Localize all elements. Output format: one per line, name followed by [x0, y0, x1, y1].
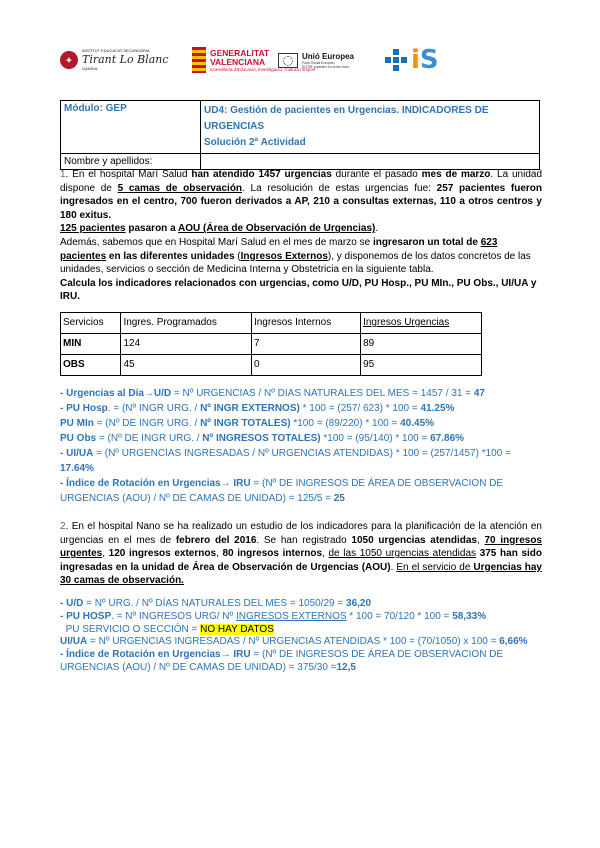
unit-title-cell — [201, 101, 540, 154]
table-cell: 0 — [251, 354, 360, 375]
table-cell: 95 — [361, 354, 482, 375]
logo-3-line1: Unió Europea — [302, 51, 355, 61]
logo-2-line2: VALENCIANA — [210, 56, 266, 67]
activity-title: Solución 2ª Actividad — [204, 137, 306, 148]
logo-1-small: INSTITUT EDUCACIÓ SECUNDÀRIA — [82, 48, 150, 53]
table-header-cell: Ingresos Internos — [251, 312, 360, 333]
exercise-1-question: Calcula los indicadores relacionados con urgencias, como U/D, PU Hosp., PU MIn., PU Obs., UI/UA y IRU. — [60, 277, 537, 303]
logo-tirant-lo-blanc — [60, 40, 169, 80]
table-row — [61, 354, 482, 375]
exercise-2-statement: 2. En el hospital Nano se ha realizado un estudio de los indicadores para la planificación de la atención en urgencias en el mes de febrero del 2016. Se han registrado 1050 urgencias atendidas, 70 ingresos urgentes, 120 ingresos externos, 80 ingresos internos, de las 1050 urgencias atendidas 375 han sido ingresadas en la unidad de Área de Observación de Urgencias (AOU). En el servicio de Urgencias hay 30 camas de observación. — [60, 520, 543, 587]
solution-1-iru: - Índice de Rotación en Urgencias→ IRU = (Nº DE INGRESOS DE ÁREA DE OBSERVACION DE URGENCIAS (AOU) / Nº DE CAMAS DE UNIDAD) = 125/5 = 25 — [60, 477, 504, 504]
exercise-2-number: 2 — [60, 520, 66, 532]
arrow-icon: → — [220, 649, 231, 661]
exercise-1-number: 1 — [60, 169, 66, 180]
solution-2-ud: - U/D = Nº URG. / Nº DÍAS NATURALES DEL MES = 1050/29 = 36,20 — [60, 597, 372, 609]
table-cell: OBS — [61, 354, 121, 375]
logo-2-line1: GENERALITAT — [210, 47, 270, 58]
name-label-cell: Nombre y apellidos: — [61, 154, 201, 170]
logo-1-brand: Tirant Lo Blanc — [82, 53, 169, 66]
senyera-icon — [192, 47, 206, 73]
solution-2-pu-service: PU SERVICIO O SECCIÓN = NO HAY DATOS — [65, 623, 274, 635]
exercise-1-statement: 1. En el hospital Marí Salud han atendido 1457 urgencias durante el pasado mes de marzo. La unidad dispone de 5 camas de observación. La resolución de estas urgencias fue: 257 pacientes fueron ingresados en el centro, 700 fueron derivados a AP, 210 a consultas externas, 110 a otros centros y 180 exitus. — [60, 169, 543, 221]
table-header-row — [61, 312, 482, 333]
logo-union-europea — [278, 40, 354, 80]
unit-title: UD4: Gestión de pacientes en Urgencias. INDICADORES DE URGENCIAS — [204, 105, 489, 132]
table-header-cell: Ingresos Urgencias — [361, 312, 482, 333]
health-cross-icon — [385, 49, 407, 71]
arrow-icon: → — [143, 387, 154, 399]
school-seal-icon: ✦ — [60, 51, 78, 69]
header-table — [60, 100, 540, 170]
solution-1 — [60, 386, 542, 506]
logo-3-line2: Fons Social Europeu — [302, 60, 335, 65]
table-cell: 124 — [121, 333, 252, 354]
logo-3-line3: El FSE inverteix en el teu futur — [302, 64, 350, 69]
solution-2-ui-ua: UI/UA = Nº URGENCIAS INGRESADAS / Nº URGENCIAS ATENDIDAS * 100 = (70/1050) x 100 = 6,66% — [60, 636, 528, 648]
table-cell: 7 — [251, 333, 360, 354]
document-body — [60, 168, 542, 675]
logo-2-line3: Conselleria d'Educació, Investigació, Cultura i Esport — [210, 66, 316, 72]
eu-flag-icon — [278, 53, 298, 68]
table-cell: MIN — [61, 333, 121, 354]
services-table — [60, 312, 482, 376]
solution-2 — [60, 598, 542, 675]
table-header-cell: Ingres. Programados — [121, 312, 252, 333]
no-data-highlight: NO HAY DATOS — [200, 623, 274, 635]
table-row — [61, 333, 482, 354]
table-cell: 45 — [121, 354, 252, 375]
logo-health — [385, 40, 439, 80]
solution-1-ud: - Urgencias al Día→U/D = Nº URGENCIAS / Nº DIAS NATURALES DEL MES = 1457 / 31 = 47 — [60, 387, 485, 399]
exercise-1-admissions: Además, sabemos que en Hospital Marí Salud en el mes de marzo se ingresaron un total de 623 pacientes en las diferentes unidades (Ingresos Externos), y disponemos de los datos concretos de las unidades, servicios o sección de Medicina Interna y Obstetricia en la siguiente tabla. — [60, 236, 531, 276]
logo-row — [60, 40, 540, 80]
solution-2-pu-hosp: - PU HOSP. = Nº INGRESOS URG/ Nº INGRESOS EXTERNOS * 100 = 70/120 * 100 = 58,33% — [60, 610, 487, 622]
solution-1-pu-min: PU MIn = (Nº DE INGR URG. / Nº INGR TOTALES) *100 = (89/220) * 100 = 40.45% — [60, 417, 435, 429]
arrow-icon: → — [220, 477, 231, 489]
solution-1-ui-ua: - UI/UA = (Nº URGENCIAS INGRESADAS / Nº URGENCIAS ATENDIDAS) * 100 = (257/1457) *100 = 17.64% — [60, 447, 511, 474]
table-cell: 89 — [361, 333, 482, 354]
logo-4-mark: iS — [411, 45, 439, 75]
solution-2-iru: - Índice de Rotación en Urgencias→ IRU = (Nº DE INGRESOS DE ÁREA DE OBSERVACION DE URGENCIAS (AOU) / Nº DE CAMAS DE UNIDAD) = 375/30 =12,5 — [60, 649, 504, 673]
table-header-cell: Servicios — [61, 312, 121, 333]
modulo-cell: Módulo: GEP — [61, 101, 201, 154]
logo-1-city: GANDIA — [82, 66, 98, 71]
solution-1-pu-obs: PU Obs = (Nº DE INGR URG. / Nº INGRESOS TOTALES) *100 = (95/140) * 100 = 67.86% — [60, 432, 465, 444]
solution-1-pu-hosp: - PU Hosp. = (Nº INGR URG. / Nº INGR EXTERNOS) * 100 = (257/ 623) * 100 = 41.25% — [60, 402, 455, 414]
exercise-1-aou: 125 pacientes pasaron a AOU (Área de Observación de Urgencias). — [60, 223, 379, 235]
